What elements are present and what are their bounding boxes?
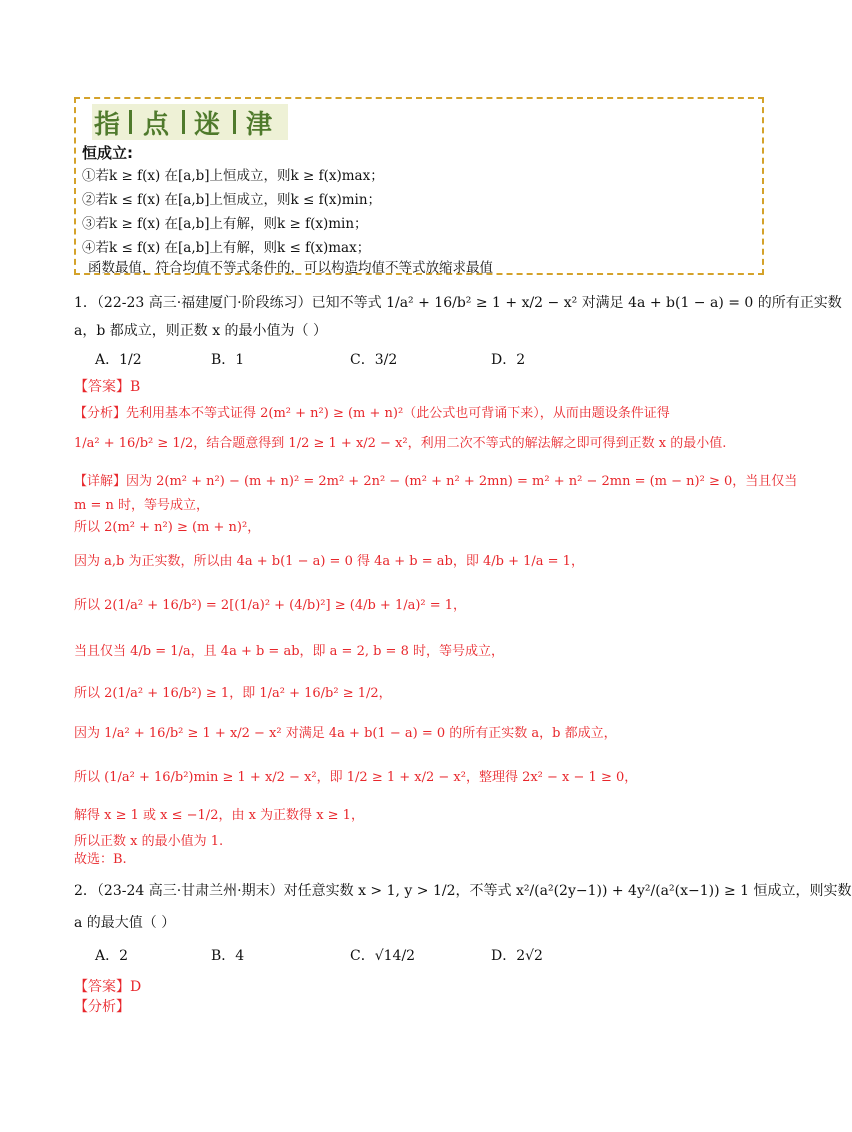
q1-option-b: B．1: [211, 352, 245, 368]
tip-title-char-2: 点: [143, 110, 170, 140]
q1-detail-line3: 所以 2(m² + n²) ≥ (m + n)²，: [74, 520, 261, 535]
q1-stem-text-c: 的所有正实数: [757, 295, 842, 311]
q1-detail-line2: m = n 时，等号成立，: [74, 498, 209, 513]
q1-option-d: D．2: [491, 352, 526, 368]
q1-option-a: A．1/2: [95, 352, 142, 368]
q1-stem-text-a: 1．（22-23 高三·福建厦门·阶段练习）已知不等式: [74, 295, 382, 311]
q1-stem-text-b: 对满足: [581, 295, 624, 311]
q1-detail-line1: 【详解】因为 2(m² + n²) − (m + n)² = 2m² + 2n² − (m² + n² + 2mn) = m² + n² − 2mn = (m − n)² ≥ 0，当且仅当: [74, 474, 798, 489]
q2-stem-text-b: 恒成立，则实数: [753, 883, 852, 899]
q1-analysis-line2: 1/a² + 16/b² ≥ 1/2，结合题意得到 1/2 ≥ 1 + x/2 − x²，利用二次不等式的解法解之即可得到正数 x 的最小值.: [74, 436, 727, 451]
q1-option-c: C．3/2: [350, 352, 398, 368]
tip-rule-4: ④若k ≤ f(x) 在[a,b]上有解，则k ≤ f(x)max；: [82, 240, 371, 256]
q1-detail-line9: 所以 (1/a² + 16/b²)min ≥ 1 + x/2 − x²，即 1/2 ≥ 1 + x/2 − x²，整理得 2x² − x − 1 ≥ 0，: [74, 770, 638, 785]
q1-detail-line12: 故选：B.: [74, 852, 127, 867]
q1-detail-line6: 当且仅当 4/b = 1/a，且 4a + b = ab，即 a = 2, b = 8 时，等号成立，: [74, 644, 504, 659]
tip-note: 函数最值，符合均值不等式条件的，可以构造均值不等式放缩求最值: [88, 260, 493, 276]
tip-title-char-4: 津: [246, 110, 273, 140]
q1-detail-line7: 所以 2(1/a² + 16/b²) ≥ 1，即 1/a² + 16/b² ≥ 1/2，: [74, 686, 392, 701]
q1-detail-line11: 所以正数 x 的最小值为 1.: [74, 834, 224, 849]
tip-label: 恒成立:: [82, 144, 133, 162]
q1-condition: 4a + b(1 − a) = 0: [628, 295, 754, 311]
q1-answer: 【答案】B: [74, 379, 141, 395]
q2-stem-line2: a 的最大值（ ）: [74, 915, 176, 931]
q1-inequality: 1/a² + 16/b² ≥ 1 + x/2 − x²: [386, 295, 578, 311]
q2-option-c: C．√14/2: [350, 948, 416, 964]
q2-option-a: A．2: [95, 948, 129, 964]
q1-detail-line4: 因为 a,b 为正实数，所以由 4a + b(1 − a) = 0 得 4a + b = ab，即 4/b + 1/a = 1，: [74, 554, 584, 569]
q1-detail-line5: 所以 2(1/a² + 16/b²) = 2[(1/a)² + (4/b)²] ≥ (4/b + 1/a)² = 1，: [74, 598, 467, 613]
q1-stem: [74, 292, 842, 312]
q2-inequality: x²/(a²(2y−1)) + 4y²/(a²(x−1)) ≥ 1: [515, 883, 750, 899]
q1-analysis-line1: 【分析】先利用基本不等式证得 2(m² + n²) ≥ (m + n)²（此公式也可背诵下来），从而由题设条件证得: [74, 406, 670, 421]
q2-answer: 【答案】D: [74, 979, 142, 995]
tip-title-char-1: 指: [94, 110, 121, 140]
q1-detail-line10: 解得 x ≥ 1 或 x ≤ −1/2，由 x 为正数得 x ≥ 1，: [74, 808, 364, 823]
q2-stem-text-a: 2．（23-24 高三·甘肃兰州·期末）对任意实数 x > 1, y > 1/2，不等式: [74, 883, 512, 899]
tip-rule-2: ②若k ≤ f(x) 在[a,b]上恒成立，则k ≤ f(x)min；: [82, 192, 382, 208]
tip-title-separator: [233, 110, 236, 134]
q2-option-d: D．2√2: [491, 948, 543, 964]
tip-title-char-3: 迷: [194, 110, 221, 140]
q1-stem-line2: a，b 都成立，则正数 x 的最小值为（ ）: [74, 323, 328, 339]
q1-detail-line8: 因为 1/a² + 16/b² ≥ 1 + x/2 − x² 对满足 4a + b(1 − a) = 0 的所有正实数 a，b 都成立，: [74, 726, 617, 741]
tip-title-separator: [182, 110, 185, 134]
tip-rule-1: ①若k ≥ f(x) 在[a,b]上恒成立，则k ≥ f(x)max；: [82, 168, 384, 184]
tip-rule-3: ③若k ≥ f(x) 在[a,b]上有解，则k ≥ f(x)min；: [82, 216, 368, 232]
q2-analysis: 【分析】: [74, 999, 130, 1015]
q2-stem: [74, 880, 852, 900]
q2-option-b: B．4: [211, 948, 245, 964]
tip-title-separator: [129, 110, 132, 134]
